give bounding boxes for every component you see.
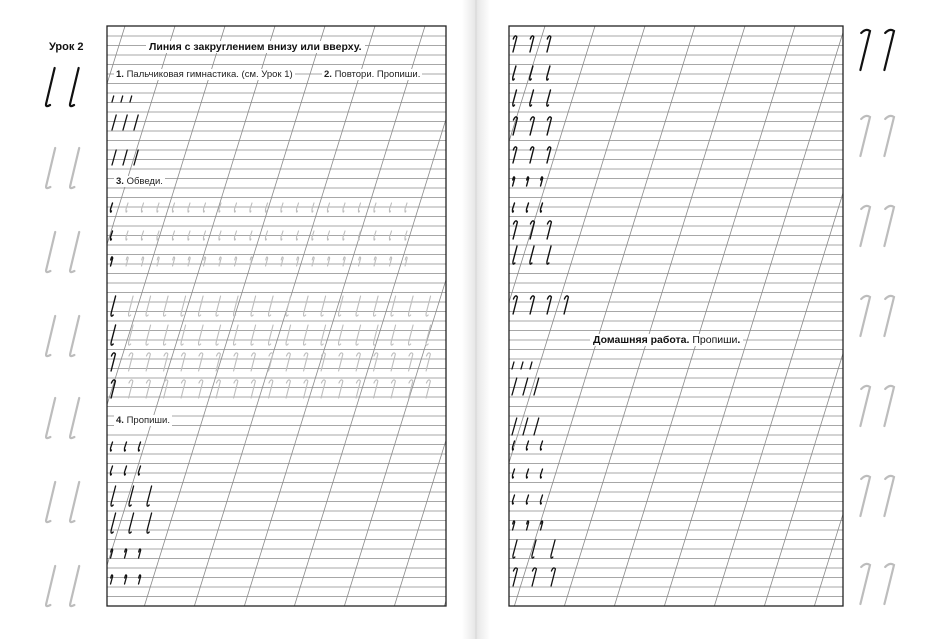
traced-hook-down: [111, 296, 116, 316]
traced-hook-up: [251, 380, 255, 398]
slant-line: [40, 10, 230, 620]
traced-hook-up: [235, 257, 237, 266]
traced-hook-down: [181, 325, 186, 345]
traced-hook-down: [391, 325, 396, 345]
traced-hook-down: [358, 203, 360, 212]
sample-hook-down-trace: [70, 398, 79, 438]
practice-stick: [112, 150, 116, 165]
traced-hook-down: [374, 325, 379, 345]
practice-stick: [123, 115, 127, 130]
sample-hook-up-trace: [884, 564, 894, 604]
right-hook-up: [513, 568, 517, 586]
traced-hook-down: [321, 325, 326, 345]
traced-hook-down: [164, 296, 169, 316]
practice-hook-down: [138, 442, 140, 451]
right-hook-up: [541, 521, 543, 530]
right-hook-down: [526, 203, 528, 212]
slant-line: [360, 10, 550, 620]
sample-hook-up-trace: [860, 386, 870, 426]
sample-hook-down-trace: [70, 232, 79, 272]
traced-hook-down: [181, 296, 186, 316]
task-1: [114, 69, 295, 80]
right-hook-down: [547, 246, 551, 264]
traced-hook-down: [389, 203, 391, 212]
right-hook-up: [513, 177, 515, 186]
traced-hook-up: [126, 257, 128, 266]
slant-line: [390, 10, 580, 620]
traced-hook-up: [312, 257, 314, 266]
traced-hook-down: [356, 325, 361, 345]
right-practice-stick: [530, 362, 532, 369]
traced-hook-up: [359, 257, 361, 266]
practice-stick: [123, 150, 127, 165]
traced-hook-up: [146, 380, 150, 398]
practice-hook-down: [124, 442, 126, 451]
practice-stick: [121, 96, 123, 102]
traced-hook-down: [409, 325, 414, 345]
right-hook-up: [547, 147, 551, 163]
traced-hook-down: [203, 203, 205, 212]
right-hook-down: [513, 90, 517, 106]
traced-hook-down: [129, 296, 134, 316]
practice-stick: [112, 96, 114, 102]
traced-hook-down: [188, 203, 190, 212]
right-hook-up: [551, 568, 555, 586]
sample-hook-up-trace: [884, 386, 894, 426]
traced-hook-up: [157, 257, 159, 266]
sample-hook-up-trace: [884, 296, 894, 336]
traced-hook-down: [126, 203, 128, 212]
sample-hook-down: [70, 68, 79, 106]
practice-hook-down: [147, 486, 152, 506]
traced-hook-down: [110, 203, 112, 212]
traced-hook-down: [312, 203, 314, 212]
right-hook-down: [530, 246, 534, 264]
traced-hook-down: [111, 325, 116, 345]
right-hook-up: [530, 221, 534, 239]
practice-hook-down: [110, 442, 112, 451]
traced-hook-down: [304, 325, 309, 345]
task-4: [114, 415, 172, 426]
traced-hook-down: [234, 203, 236, 212]
traced-hook-up: [286, 380, 290, 398]
traced-hook-down: [296, 203, 298, 212]
sample-hook-down-trace: [46, 566, 55, 606]
slant-line: [560, 10, 750, 620]
traced-hook-down: [146, 325, 151, 345]
right-hook-down: [512, 495, 514, 504]
slant-line: [460, 10, 650, 620]
traced-hook-up: [390, 257, 392, 266]
traced-hook-up: [304, 380, 308, 398]
traced-hook-up: [266, 257, 268, 266]
task-2-number: 2.: [324, 69, 332, 80]
sample-hook-up-trace: [860, 116, 870, 156]
traced-hook-down: [374, 203, 376, 212]
slant-line: [660, 10, 850, 620]
sample-hook-up-trace: [860, 476, 870, 516]
traced-hook-down: [426, 296, 431, 316]
traced-hook-up: [199, 380, 203, 398]
traced-hook-down: [157, 203, 159, 212]
practice-hook-up: [125, 575, 127, 584]
traced-hook-down: [286, 296, 291, 316]
sample-hook-up-trace: [884, 116, 894, 156]
traced-hook-down: [172, 203, 174, 212]
traced-hook-up: [374, 380, 378, 398]
sample-hook-up-trace: [860, 206, 870, 246]
right-hook-up: [513, 221, 517, 239]
homework-task: Пропиши: [692, 334, 738, 346]
slant-line: [710, 10, 900, 620]
traced-hook-down: [216, 325, 221, 345]
traced-hook-up: [111, 257, 113, 266]
right-hook-up: [513, 521, 515, 530]
right-hook-down: [526, 469, 528, 478]
right-hook-down: [540, 441, 542, 450]
right-hook-up: [513, 147, 517, 163]
traced-hook-up: [374, 257, 376, 266]
traced-hook-down: [286, 325, 291, 345]
sample-hook-down-trace: [46, 316, 55, 356]
traced-hook-down: [234, 325, 239, 345]
slant-line: [490, 10, 680, 620]
sample-hook-up-trace: [860, 564, 870, 604]
sample-hook-up: [860, 30, 870, 70]
sample-hook-down: [46, 68, 55, 106]
practice-hook-down: [111, 486, 116, 506]
practice-hook-down: [124, 466, 126, 475]
task-3: [114, 176, 165, 187]
sample-hook-down-trace: [46, 232, 55, 272]
right-hook-up: [527, 521, 529, 530]
sample-hook-down-trace: [70, 566, 79, 606]
right-hook-down: [540, 469, 542, 478]
traced-hook-up: [343, 257, 345, 266]
traced-hook-down: [141, 203, 143, 212]
task-2: [322, 69, 422, 80]
right-hook-up: [547, 36, 551, 52]
right-practice-stick: [521, 362, 523, 369]
right-practice-stick: [512, 418, 517, 435]
homework-heading: [590, 334, 743, 346]
right-hook-down: [512, 203, 514, 212]
traced-hook-up: [188, 257, 190, 266]
right-hook-up: [530, 36, 534, 52]
left-page-ruling: [0, 10, 730, 620]
sample-hook-up-trace: [884, 206, 894, 246]
right-hook-down: [526, 495, 528, 504]
task-4-text: Пропиши.: [126, 415, 170, 426]
practice-stick: [112, 115, 116, 130]
traced-hook-down: [216, 296, 221, 316]
slant-line: [340, 10, 530, 620]
sample-hook-down-trace: [46, 398, 55, 438]
slant-line: [540, 10, 730, 620]
right-hook-up: [513, 36, 517, 52]
task-4-number: 4.: [116, 415, 124, 426]
traced-hook-down: [426, 325, 431, 345]
traced-hook-up: [281, 257, 283, 266]
lesson-number: Урок 2: [49, 41, 84, 53]
task-1-text: Пальчиковая гимнастика. (см. Урок 1): [126, 69, 293, 80]
practice-hook-down: [129, 486, 134, 506]
practice-stick: [134, 115, 138, 130]
right-practice-stick: [512, 378, 517, 395]
traced-hook-down: [269, 296, 274, 316]
slant-line: [810, 10, 950, 620]
sample-hook-up-trace: [884, 476, 894, 516]
traced-hook-up: [181, 380, 185, 398]
traced-hook-up: [234, 380, 238, 398]
right-hook-down: [547, 66, 550, 80]
right-practice-stick: [523, 378, 528, 395]
traced-hook-down: [339, 296, 344, 316]
traced-hook-up: [269, 380, 273, 398]
right-hook-up: [527, 177, 529, 186]
right-hook-up: [547, 221, 551, 239]
practice-stick: [130, 96, 132, 102]
sample-hook-down-trace: [46, 482, 55, 522]
slant-line: [440, 10, 630, 620]
traced-hook-down: [251, 296, 256, 316]
task-1-number: 1.: [116, 69, 124, 80]
practice-hook-up: [139, 549, 141, 558]
right-practice-stick: [512, 362, 514, 369]
slant-line: [760, 10, 950, 620]
right-hook-up: [530, 147, 534, 163]
right-hook-down: [530, 90, 534, 106]
practice-hook-up: [125, 549, 127, 558]
right-hook-up: [532, 568, 536, 586]
right-hook-up: [541, 177, 543, 186]
traced-hook-up: [129, 380, 133, 398]
slant-line: [910, 10, 950, 620]
traced-hook-up: [173, 257, 175, 266]
traced-hook-up: [391, 380, 395, 398]
sample-hook-up-trace: [860, 296, 870, 336]
homework-label: Домашняя работа.: [593, 334, 690, 346]
right-hook-down: [513, 66, 516, 80]
right-hook-down: [540, 495, 542, 504]
traced-hook-up: [216, 380, 220, 398]
right-page-ruling: [360, 10, 950, 620]
traced-hook-up: [426, 380, 430, 398]
traced-hook-up: [321, 380, 325, 398]
slant-line: [510, 10, 700, 620]
right-page-frame: [509, 26, 843, 606]
slant-line: [0, 10, 180, 620]
traced-hook-up: [204, 257, 206, 266]
traced-hook-down: [304, 296, 309, 316]
sample-hook-up: [884, 30, 894, 70]
practice-hook-up: [139, 575, 141, 584]
slant-line: [610, 10, 800, 620]
traced-hook-down: [269, 325, 274, 345]
practice-hook-down: [110, 466, 112, 475]
sample-hook-down-trace: [70, 316, 79, 356]
right-practice-stick: [523, 418, 528, 435]
traced-hook-down: [339, 325, 344, 345]
sample-hook-down-trace: [46, 148, 55, 188]
task-2-text: Повтори. Пропиши.: [334, 69, 421, 80]
slant-line: [410, 10, 600, 620]
lesson-title: Линия с закруглением внизу или вверху.: [146, 41, 365, 53]
traced-hook-down: [281, 203, 283, 212]
task-3-number: 3.: [116, 176, 124, 187]
right-hook-down: [547, 90, 551, 106]
traced-hook-down: [405, 203, 407, 212]
traced-hook-up: [142, 257, 144, 266]
traced-hook-down: [409, 296, 414, 316]
traced-hook-up: [339, 380, 343, 398]
right-hook-up: [547, 117, 551, 135]
right-practice-stick: [534, 418, 539, 435]
slant-line: [860, 10, 950, 620]
slant-line: [290, 10, 480, 620]
traced-hook-down: [356, 296, 361, 316]
traced-hook-up: [328, 257, 330, 266]
left-page-frame: [107, 26, 446, 606]
right-hook-down: [513, 246, 517, 264]
traced-hook-up: [164, 380, 168, 398]
traced-hook-up: [297, 257, 299, 266]
task-3-text: Обведи.: [126, 176, 163, 187]
right-hook-down: [512, 469, 514, 478]
traced-hook-down: [343, 203, 345, 212]
traced-hook-up: [405, 257, 407, 266]
traced-hook-down: [146, 296, 151, 316]
practice-hook-down: [138, 466, 140, 475]
traced-hook-down: [391, 296, 396, 316]
traced-hook-down: [250, 203, 252, 212]
sample-hook-down-trace: [70, 482, 79, 522]
traced-hook-down: [251, 325, 256, 345]
traced-hook-down: [327, 203, 329, 212]
traced-hook-up: [219, 257, 221, 266]
traced-hook-down: [199, 325, 204, 345]
homework-end: .: [737, 334, 741, 346]
traced-hook-down: [164, 325, 169, 345]
right-hook-down: [526, 441, 528, 450]
traced-hook-down: [199, 296, 204, 316]
practice-hook-up: [111, 575, 113, 584]
right-hook-down: [540, 203, 542, 212]
right-hook-up: [530, 117, 534, 135]
traced-hook-down: [374, 296, 379, 316]
sample-hook-down-trace: [70, 148, 79, 188]
traced-hook-down: [321, 296, 326, 316]
